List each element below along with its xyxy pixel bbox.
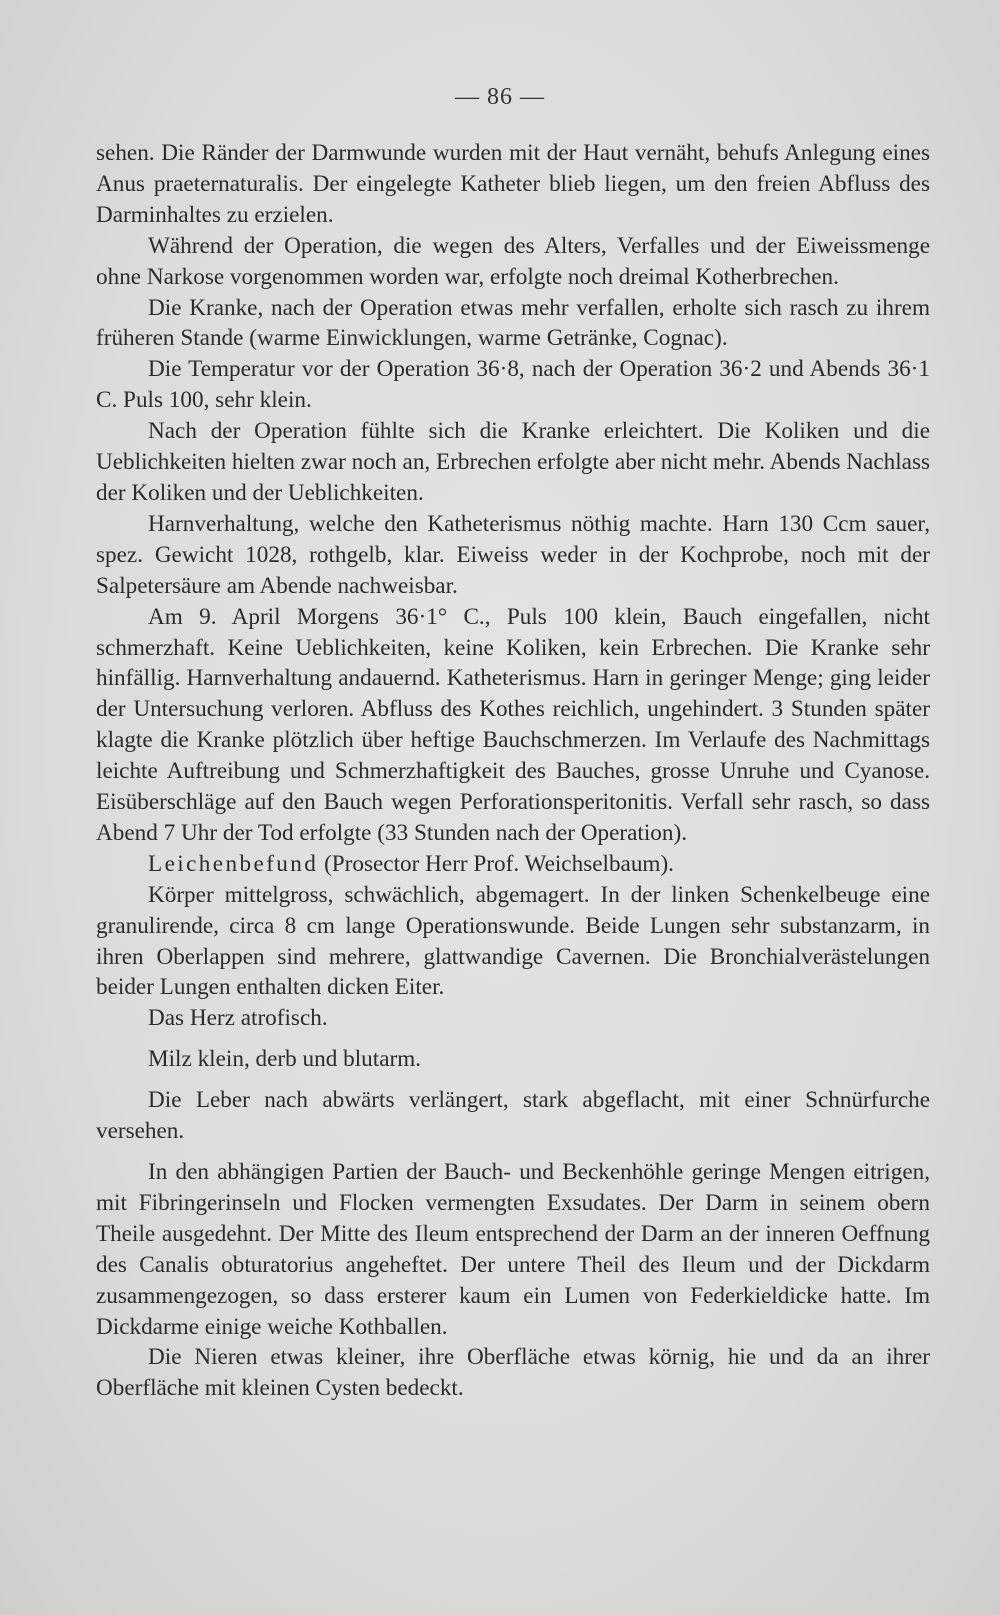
paragraph: Harnverhaltung, welche den Katheterismus nöthig machte. Harn 130 Ccm sauer, spez. Gewicht 1028, rothgelb, klar. Eiweiss weder in der Kochprobe, noch mit der Salpetersäure am Abende nachweisbar. (96, 510, 930, 599)
paragraph: Körper mittelgross, schwächlich, abgemagert. In der linken Schenkelbeuge eine granulirende, circa 8 cm lange Operationswunde. Beide Lungen sehr substanzarm, in ihren Oberlappen sind mehrere, glattwandige Cavernen. Die Bronchialverästelungen beider Lungen enthalten dicken Eiter. (96, 881, 930, 1001)
page-number: — 86 — (455, 84, 545, 110)
page-body (96, 138, 930, 1404)
paragraph: Das Herz atrofisch. (148, 1005, 328, 1032)
paragraph: Milz klein, derb und blutarm. (148, 1046, 422, 1073)
section-heading: Leichenbefund (148, 850, 319, 877)
paragraph: sehen. Die Ränder der Darmwunde wurden mit der Haut vernäht, behufs Anlegung eines Anus praeternaturalis. Der eingelegte Katheter blieb liegen, um den freien Abfluss des Darminhaltes zu erzielen. (96, 140, 930, 228)
paragraph: In den abhängigen Partien der Bauch- und Beckenhöhle geringe Mengen eitrigen, mit Fibringerinseln und Flocken vermengten Exsudates. Der Darm in seinem obern Theile ausgedehnt. Der Mitte des Ileum entsprechend der Darm an der inneren Oeffnung des Canalis obturatorius angeheftet. Der untere Theil des Ileum und der Dickdarm zusammengezogen, so dass ersterer kaum ein Lumen von Federkieldicke hatte. Im Dickdarme einige weiche Kothballen. (96, 1159, 930, 1340)
paragraph: Am 9. April Morgens 36·1° C., Puls 100 klein, Bauch eingefallen, nicht schmerzhaft. Keine Ueblichkeiten, keine Koliken, kein Erbrechen. Die Kranke sehr hinfällig. Harnverhaltung andauernd. Katheterismus. Harn in geringer Menge; ging leider der Untersuchung verloren. Abfluss des Kothes reichlich, ungehindert. 3 Stunden später klagte die Kranke plötzlich über heftige Bauchschmerzen. Im Verlaufe des Nachmittags leichte Auftreibung und Schmerzhaftigkeit des Bauches, grosse Unruhe und Cyanose. Eisüberschläge auf den Bauch wegen Perforationsperitonitis. Verfall sehr rasch, so dass Abend 7 Uhr der Tod erfolgte (33 Stunden nach der Operation). (96, 603, 930, 846)
paragraph: Nach der Operation fühlte sich die Kranke erleichtert. Die Koliken und die Ueblichkeiten hielten zwar noch an, Erbrechen erfolgte aber nicht mehr. Abends Nachlass der Koliken und der Ueblichkeiten. (96, 418, 930, 506)
paragraph: Die Nieren etwas kleiner, ihre Oberfläche etwas körnig, hie und da an ihrer Oberfläche mit kleinen Cysten bedeckt. (96, 1344, 930, 1402)
paragraph: Während der Operation, die wegen des Alters, Verfalles und der Eiweissmenge ohne Narkose vorgenommen worden war, erfolgte noch dreimal Kotherbrechen. (96, 232, 930, 290)
section-heading-detail: (Prosector Herr Prof. Weichselbaum). (318, 850, 674, 877)
paragraph: Die Leber nach abwärts verlängert, stark abgeflacht, mit einer Schnürfurche versehen. (96, 1087, 930, 1145)
paragraph: Die Kranke, nach der Operation etwas mehr verfallen, erholte sich rasch zu ihrem früheren Stande (warme Einwicklungen, warme Getränke, Cognac). (96, 294, 930, 352)
paragraph: Die Temperatur vor der Operation 36·8, nach der Operation 36·2 und Abends 36·1 C. Puls 100, sehr klein. (96, 356, 930, 414)
section-heading-paragraph (96, 849, 930, 880)
